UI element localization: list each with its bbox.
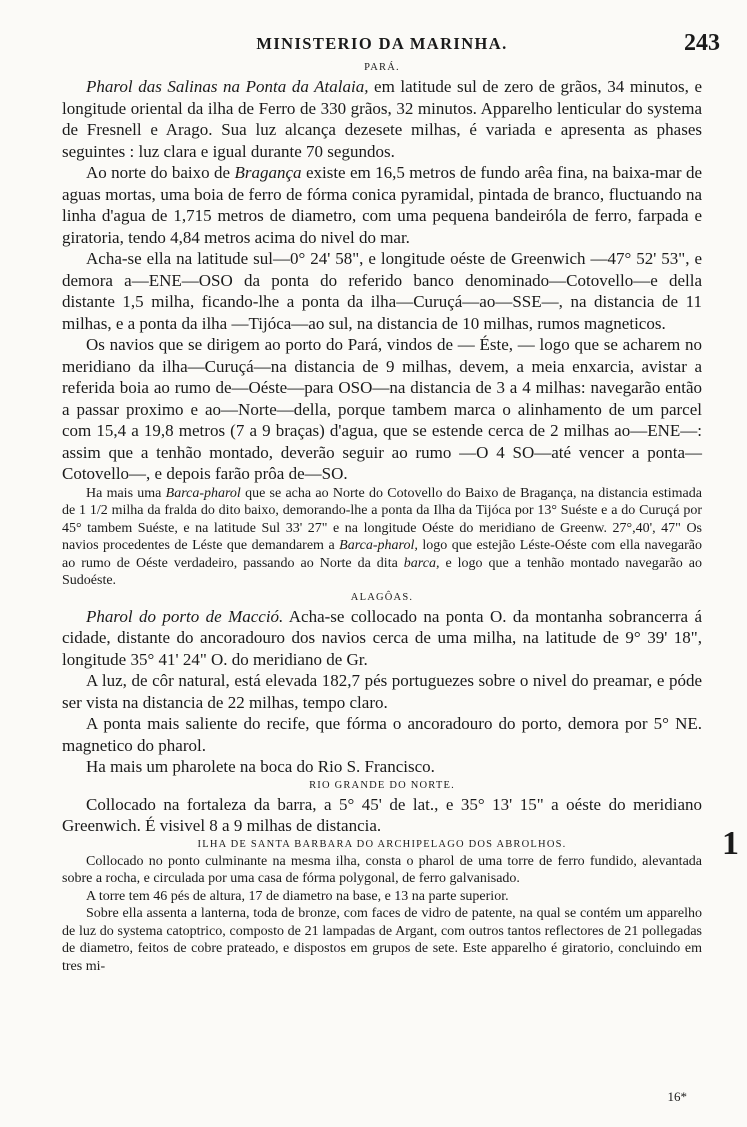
- paragraph: [62, 888, 702, 906]
- text-run: A ponta mais saliente do recife, que fórma o ancoradouro do porto, demora por 5° NE. magnetico do pharol.: [62, 714, 702, 755]
- paragraph: [62, 334, 702, 485]
- page-number: 243: [684, 30, 720, 56]
- signature-mark: 16*: [667, 1089, 687, 1104]
- paragraph: [62, 756, 702, 778]
- paragraph: [62, 162, 702, 248]
- text-run: Collocado no ponto culminante na mesma ilha, consta o pharol de uma torre de ferro fundido, alevantada sobre a rocha, e circulada por uma casa de fórma polygonal, de ferro galvanisado.: [62, 853, 702, 886]
- italic-text: Bragança: [234, 163, 302, 182]
- page-body: [62, 30, 720, 975]
- paragraph: [62, 76, 702, 162]
- paragraph: [62, 248, 702, 334]
- text-run: existe em 16,5 metros de fundo arêa fina, na baixa-mar de aguas mortas, uma boia de ferro de fórma conica pyramidal, pintada de branco, fluctuando na linha d'agua de 1,715 metros de diametro, com uma pequena bandeiróla de ferro, farpada e giratoria, tendo 4,84 metros acima do nivel do mar.: [62, 163, 702, 247]
- text-run: Collocado na fortaleza da barra, a 5° 45' de lat., e 35° 13' 15" a oéste do meridiano Greenwich. É visivel 8 a 9 milhas de distancia.: [62, 794, 702, 835]
- paragraph: [62, 670, 702, 713]
- margin-mark: 1: [722, 825, 739, 862]
- section-heading: PARÁ.: [364, 62, 400, 73]
- text-run: A torre tem 46 pés de altura, 17 de diametro na base, e 13 na parte superior.: [86, 888, 509, 904]
- italic-text: Pharol do porto de Macció.: [86, 606, 284, 626]
- text-run: Acha-se collocado na ponta O. da montanha sobrancerra á cidade, distante do ancoradouro dos navios cerca de uma milha, na latitude de 9° 39' 18", longitude 35° 41' 24" O. do meridiano de Gr.: [62, 606, 702, 669]
- running-title: MINISTERIO DA MARINHA.: [256, 34, 508, 53]
- text-run: Os navios que se dirigem ao porto do Pará, vindos de — Éste, — logo que se acharem no meridiano da ilha—Curuçá—na distancia de 9 milhas, devem, a meia enxarcia, avistar a referida boia ao rumo de—Oéste—para OSO—na distancia de 3 a 4 milhas: navegarão então a passar proximo e ao—Norte—della, porque tambem marca o alinhamento de um parcel com 15,4 a 19,8 metros (7 a 9 braças) d'agua, que se estende cerca de 2 milhas ao—ENE—: assim que a tenhão montado, deverão seguir ao rumo —O 4 SO—até vencer a ponta—Cotovello—, e depois farão prôa de—SO.: [62, 335, 702, 483]
- text-run: logo que estejão Léste-Oéste com ella navegarão ao rumo de Oéste verdadeiro, passando ao Norte da dita: [62, 538, 702, 571]
- paragraph: [62, 905, 702, 975]
- text-run: Ha mais um pharolete na boca do Rio S. Francisco.: [86, 757, 435, 776]
- text-run: em latitude sul de zero de grãos, 34 minutos, e longitude oriental da ilha de Ferro de 330 grãos, 32 minutos. Apparelho lenticular do systema de Fresnell e Arago. Sua luz alcança dezesete milhas, é variada e apresenta as phases seguintes : luz clara e igual durante 70 segundos.: [62, 77, 702, 161]
- text-run: A luz, de côr natural, está elevada 182,7 pés portuguezes sobre o nivel do preamar, e póde ser vista na distancia de 22 milhas, tempo claro.: [62, 671, 702, 712]
- text-run: Ao norte do baixo de: [86, 163, 235, 182]
- text-run: que se acha ao Norte do Cotovello do Baixo de Bragança, na distancia estimada de 1 1/2 milha da fralda do dito baixo, demorando-lhe a ponta da Ilha da Tijóca por 13° Suéste e a do Curuçá por 45° tambem Suéste, e na latitude Sul 33' 27" e na longitude Oéste do meridiano de Greenw. 27°,40', 47" Os navios procedentes de Léste que demandarem a: [62, 485, 702, 553]
- paragraph: [62, 485, 702, 590]
- text-run: Acha-se ella na latitude sul—0° 24' 58", e longitude oéste de Greenwich —47° 52' 53", e demora a—ENE—OSO da ponta do referido banco denominado—Cotovello—e della distante 1,5 milha, ficando-lhe a ponta da ilha—Curuçá—ao—SSE—, na distancia de 11 milhas, e a ponta da ilha —Tijóca—ao sul, na distancia de 10 milhas, rumos magneticos.: [62, 249, 702, 333]
- text-run: Sobre ella assenta a lanterna, toda de bronze, com faces de vidro de patente, na qual se contém um apparelho de luz do systema catoptrico, composto de 21 lampadas de Argant, com outros tantos reflectores de 21 pollegadas de diametro, feitos de cobre prateado, e dispostos em grupos de sete. Este apparelho é giratorio, concluindo em tres mi-: [62, 906, 702, 974]
- italic-text: Pharol das Salinas na Ponta da Atalaia,: [86, 77, 369, 96]
- section-heading: ALAGÔAS.: [350, 591, 414, 603]
- italic-text: Barca-pharol: [165, 485, 241, 501]
- italic-text: Barca-pharol,: [339, 538, 418, 553]
- paragraph: [62, 794, 702, 837]
- text-run: Ha mais uma: [86, 485, 166, 501]
- paragraph: [62, 853, 702, 888]
- section-heading: RIO GRANDE DO NORTE.: [309, 779, 455, 791]
- document-content: [62, 62, 702, 975]
- running-head: [62, 30, 720, 60]
- section-heading: ILHA DE SANTA BARBARA DO ARCHIPELAGO DOS ABROLHOS.: [197, 838, 567, 850]
- italic-text: barca,: [403, 555, 440, 571]
- paragraph: [62, 606, 702, 671]
- text-run: e logo que a tenhão montado navegarão ao Sudoéste.: [62, 555, 702, 588]
- paragraph: [62, 713, 702, 756]
